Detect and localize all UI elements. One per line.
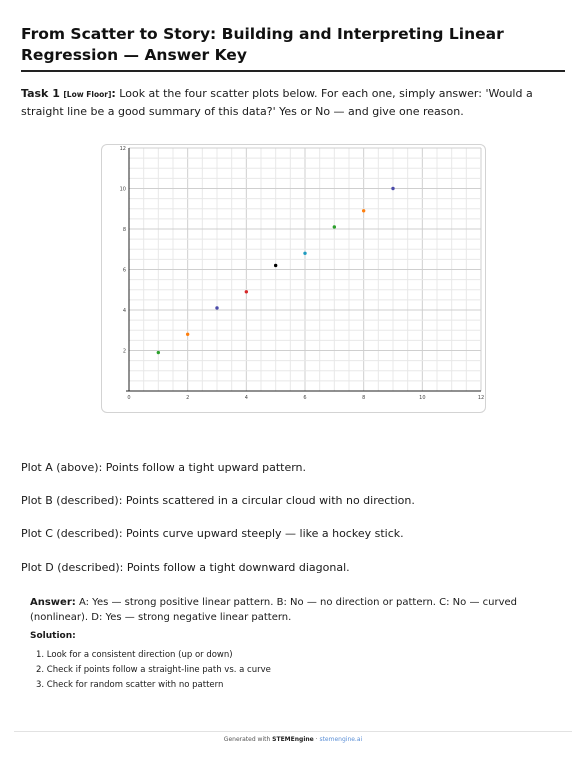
task-1-prompt	[21, 85, 566, 120]
footer-divider	[14, 731, 572, 732]
y-tick-label: 8	[122, 227, 126, 233]
y-tick-label: 6	[122, 267, 126, 274]
solution-step: 1. Look for a consistent direction (up or down)	[36, 650, 233, 660]
task-label: Task 1	[21, 87, 60, 100]
data-point	[245, 290, 248, 293]
page-title: From Scatter to Story: Building and Interpreting Linear Regression — Answer Key	[21, 25, 504, 64]
y-tick-label: 10	[119, 186, 126, 193]
task-colon: :	[111, 87, 116, 100]
plot-d-description: Plot D (described): Points follow a tight downward diagonal.	[21, 561, 350, 574]
solution-step: 2. Check if points follow a straight-line path vs. a curve	[36, 665, 271, 675]
x-tick-label: 2	[186, 395, 190, 401]
data-point	[186, 333, 189, 336]
solution-heading: Solution:	[30, 631, 76, 641]
x-tick-label: 0	[127, 395, 131, 401]
answer-block	[30, 595, 550, 625]
footer-prefix: Generated with	[223, 736, 273, 743]
data-point	[391, 187, 394, 190]
data-point	[215, 306, 218, 309]
plot-b-description: Plot B (described): Points scattered in a circular cloud with no direction.	[21, 494, 415, 507]
footer-site-link[interactable]: stemengine.ai	[319, 736, 363, 743]
scatter-plot-a	[101, 144, 486, 413]
data-point	[157, 351, 160, 354]
y-tick-label: 4	[122, 308, 126, 314]
answer-text: A: Yes — strong positive linear pattern. B: No — no direction or pattern. C: No — curved (nonlinear). D: Yes — strong negative linear pattern.	[30, 597, 517, 623]
footer-brand: STEMEngine	[272, 736, 314, 743]
solution-steps	[36, 648, 271, 693]
x-tick-label: 10	[419, 395, 426, 401]
scatter-plot-svg	[102, 145, 485, 412]
x-tick-label: 4	[244, 395, 248, 401]
x-tick-label: 12	[477, 395, 485, 401]
y-tick-label: 12	[119, 146, 126, 152]
data-point	[333, 225, 336, 228]
answer-label: Answer:	[30, 597, 76, 608]
footer-separator: ·	[313, 736, 320, 743]
task-level-badge: [Low Floor]	[63, 90, 112, 99]
plot-c-description: Plot C (described): Points curve upward steeply — like a hockey stick.	[21, 527, 404, 540]
data-point	[274, 264, 277, 267]
task-prompt-text: Look at the four scatter plots below. For each one, simply answer: 'Would a straight line be a good summary of this data?' Yes or No — and give one reason.	[21, 87, 533, 118]
footer	[0, 736, 586, 743]
x-tick-label: 8	[362, 395, 366, 401]
x-tick-label: 6	[303, 395, 307, 401]
plot-a-description: Plot A (above): Points follow a tight upward pattern.	[21, 461, 307, 474]
solution-step: 3. Check for random scatter with no pattern	[36, 680, 224, 690]
y-tick-label: 2	[122, 348, 126, 355]
data-point	[362, 209, 365, 212]
title-divider	[21, 70, 565, 72]
data-point	[303, 252, 306, 255]
